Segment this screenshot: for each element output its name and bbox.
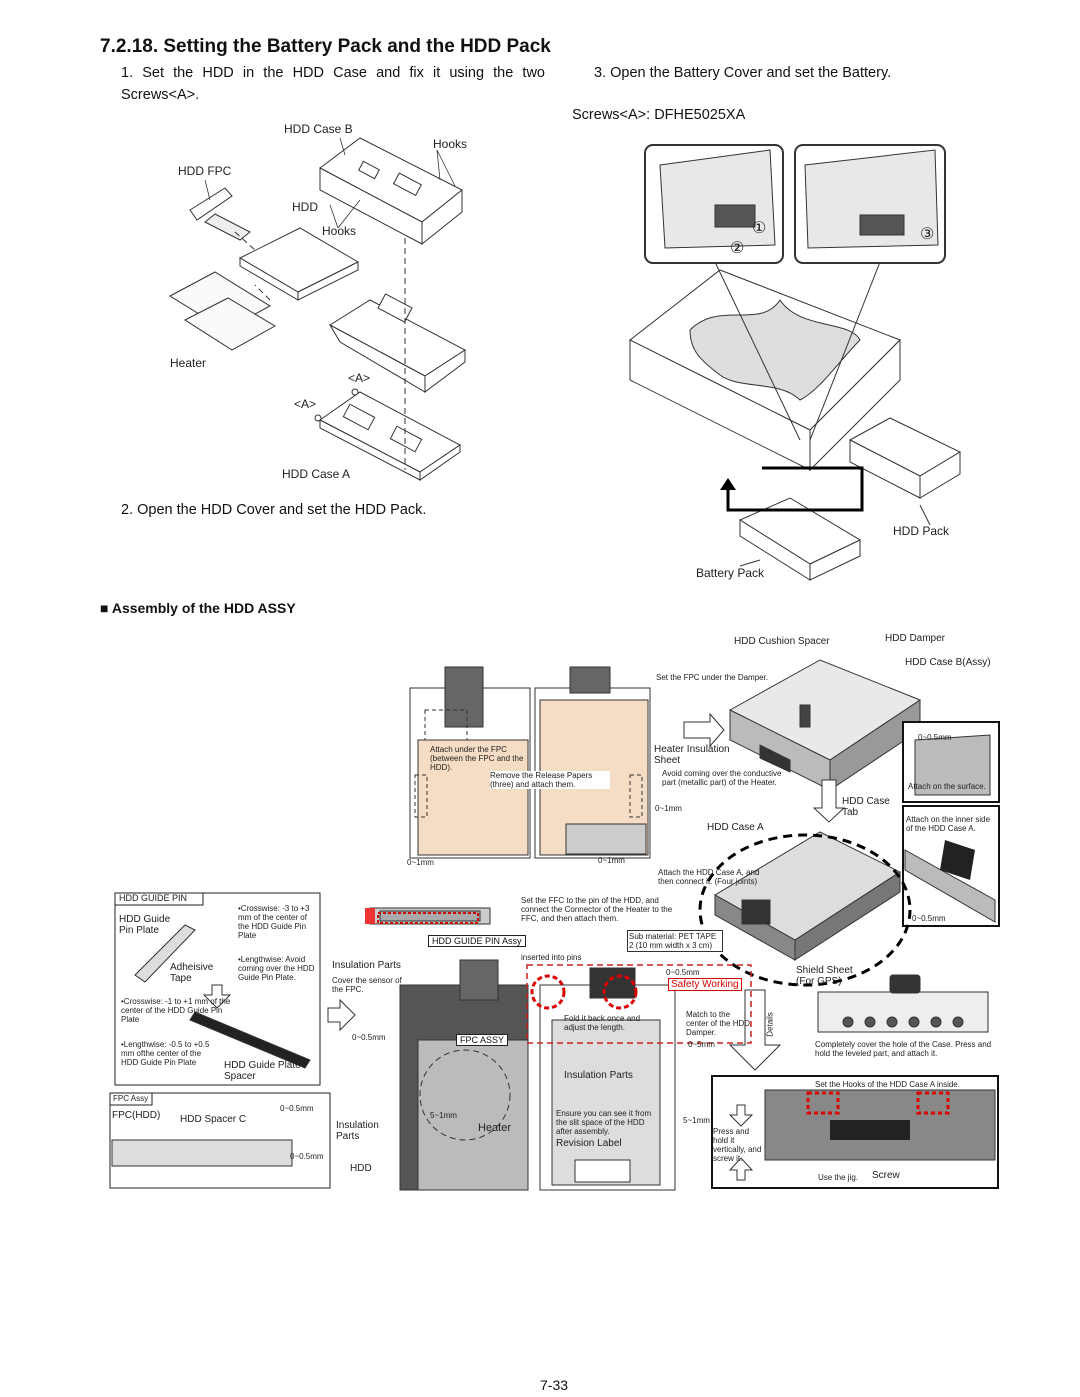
label-crosswise-a: •Crosswise: -3 to +3 mm of the center of the HDD Guide Pin Plate <box>238 904 310 940</box>
label-fpc-assy-box: FPC ASSY <box>456 1034 508 1046</box>
dim-5-1mm-b: 5~1mm <box>683 1116 710 1125</box>
label-revision-label: Revision Label <box>556 1138 622 1149</box>
label-set-ffc-to-pin: Set the FFC to the pin of the HDD, and connect the Connector of the Heater to the FFC, and then attach them. <box>521 896 673 923</box>
callout-3: ③ <box>920 226 935 243</box>
label-set-hooks: Set the Hooks of the HDD Case A inside. <box>815 1080 960 1089</box>
label-battery-pack: Battery Pack <box>696 566 765 580</box>
label-shield-sheet: Shield Sheet (For GPS) <box>796 965 853 987</box>
label-match-center: Match to the center of the HDD Damper. <box>686 1010 751 1037</box>
square-bullet-icon: ■ <box>100 600 112 616</box>
assembly-heading-text: Assembly of the HDD ASSY <box>111 600 296 616</box>
label-hdd-case-b-assy: HDD Case B(Assy) <box>905 657 991 668</box>
dim-0-05mm-e: 0~0.5mm <box>666 968 700 977</box>
label-use-jig: Use the jig. <box>818 1173 859 1182</box>
label-hdd: HDD <box>292 200 318 214</box>
dim-0-05mm-a: 0~0.5mm <box>918 733 952 742</box>
label-heater-insulation-sheet: Heater Insulation Sheet <box>654 744 730 766</box>
label-hdd-case-b: HDD Case B <box>284 122 353 136</box>
label-adhesive-tape: Adheisive Tape <box>170 962 214 984</box>
dim-0-1mm-b: 0~1mm <box>407 858 434 867</box>
label-ensure-see: Ensure you can see it from the slit space of the HDD after assembly. <box>556 1109 652 1136</box>
label-details: Details <box>765 1012 775 1037</box>
label-lengthwise-a: •Lengthwise: Avoid coming over the HDD Guide Pin Plate. <box>238 955 315 982</box>
label-press-hold: Press and hold it vertically, and screw it. <box>713 1127 762 1163</box>
label-plate-spacer: HDD Guide Plate Spacer <box>224 1060 301 1082</box>
label-hdd-damper: HDD Damper <box>885 633 946 644</box>
label-screw: Screw <box>872 1170 900 1181</box>
label-heater-bottom: Heater <box>478 1122 512 1134</box>
label-crosswise-b: •Crosswise: -1 to +1 mm of the center of the HDD Guide Pin Plate <box>121 997 231 1024</box>
callout-1: ① <box>752 220 767 237</box>
label-screw-a-1: <A> <box>348 371 371 385</box>
label-hdd-fpc: HDD FPC <box>178 164 232 178</box>
dim-0-1mm-a: 0~1mm <box>655 804 682 813</box>
dim-fpc-b: 0~0.5mm <box>290 1152 324 1161</box>
label-hdd-guide-pin-plate: HDD Guide Pin Plate <box>119 914 171 936</box>
label-set-fpc-under-damper: Set the FPC under the Damper. <box>656 673 769 682</box>
dim-0-05mm-c: 0~0.5mm <box>352 1033 386 1042</box>
label-hdd-case-tab: HDD Case Tab <box>842 796 890 818</box>
dim-0-5mm: 0~5mm <box>688 1040 715 1049</box>
step-2-text: 2. Open the HDD Cover and set the HDD Pack. <box>121 502 427 518</box>
callout-2: ② <box>730 240 745 257</box>
label-completely-cover: Completely cover the hole of the Case. Press and hold the leveled part, and attach it. <box>815 1040 992 1058</box>
label-fpc-hdd: FPC(HDD) <box>112 1110 161 1121</box>
page-title: 7.2.18. Setting the Battery Pack and the HDD Pack <box>100 36 551 57</box>
label-avoid-coming-over: Avoid coming over the conductive part (metallic part) of the Heater. <box>662 769 782 787</box>
dim-0-05mm-b: 0~0.5mm <box>912 914 946 923</box>
label-cover-sensor: Cover the sensor of the FPC. <box>332 976 402 994</box>
dim-5-1mm-a: 5~1mm <box>430 1111 457 1120</box>
label-hdd-case-a: HDD Case A <box>707 822 764 833</box>
label-hdd-pack: HDD Pack <box>893 524 950 538</box>
label-fold-back: Fold it back once and adjust the length. <box>564 1014 641 1032</box>
label-screw-a-2: <A> <box>294 397 317 411</box>
label-attach-under-fpc: Attach under the FPC (between the FPC and the HDD). <box>430 745 524 772</box>
label-lengthwise-b: •Lengthwise: -0.5 to +0.5 mm ofthe center of the HDD Guide Pin Plate <box>121 1040 210 1067</box>
label-hdd-case-a: HDD Case A <box>282 467 351 481</box>
label-hdd-spacer-c: HDD Spacer C <box>180 1114 247 1125</box>
label-sub-material: Sub material: PET TAPE 2 (10 mm width x 3 cm) <box>627 930 723 952</box>
label-attach-on-surface: Attach on the surface. <box>908 782 986 791</box>
label-hooks-mid: Hooks <box>322 224 357 238</box>
label-insulation-parts-b: Insulation Parts <box>564 1070 633 1081</box>
label-safety-working: Safety Working <box>668 978 742 991</box>
step-1-text: 1. Set the HDD in the HDD Case and fix it using the two Screws<A>. <box>121 65 545 103</box>
label-hdd-cushion-spacer: HDD Cushion Spacer <box>734 636 830 647</box>
label-hooks-top: Hooks <box>433 137 468 151</box>
dim-0-1mm-c: 0~1mm <box>598 856 625 865</box>
label-insulation-parts-a: Insulation Parts <box>332 960 401 971</box>
step-3-text: 3. Open the Battery Cover and set the Battery. <box>594 65 892 81</box>
label-hdd-guide-pin-assy: HDD GUIDE PIN Assy <box>428 935 526 947</box>
page-number: 7-33 <box>540 1377 569 1393</box>
label-remove-release-papers: Remove the Release Papers (three) and attach them. <box>490 771 610 789</box>
label-attach-inner-side: Attach on the inner side of the HDD Case A. <box>906 815 991 833</box>
fpc-assy-box-title: FPC Assy <box>113 1094 149 1103</box>
label-inserted-into-pins: inserted into pins <box>521 953 582 962</box>
label-attach-case-a: Attach the HDD Case A, and then connect it. (Four joints) <box>658 868 760 886</box>
screws-note: Screws<A>: DFHE5025XA <box>572 107 746 123</box>
dim-fpc-a: 0~0.5mm <box>280 1104 314 1113</box>
guide-pin-box-title: HDD GUIDE PIN <box>119 893 188 903</box>
label-hdd-bottom: HDD <box>350 1163 372 1174</box>
label-insulation-parts-c: Insulation Parts <box>336 1120 379 1142</box>
label-heater: Heater <box>170 356 207 370</box>
